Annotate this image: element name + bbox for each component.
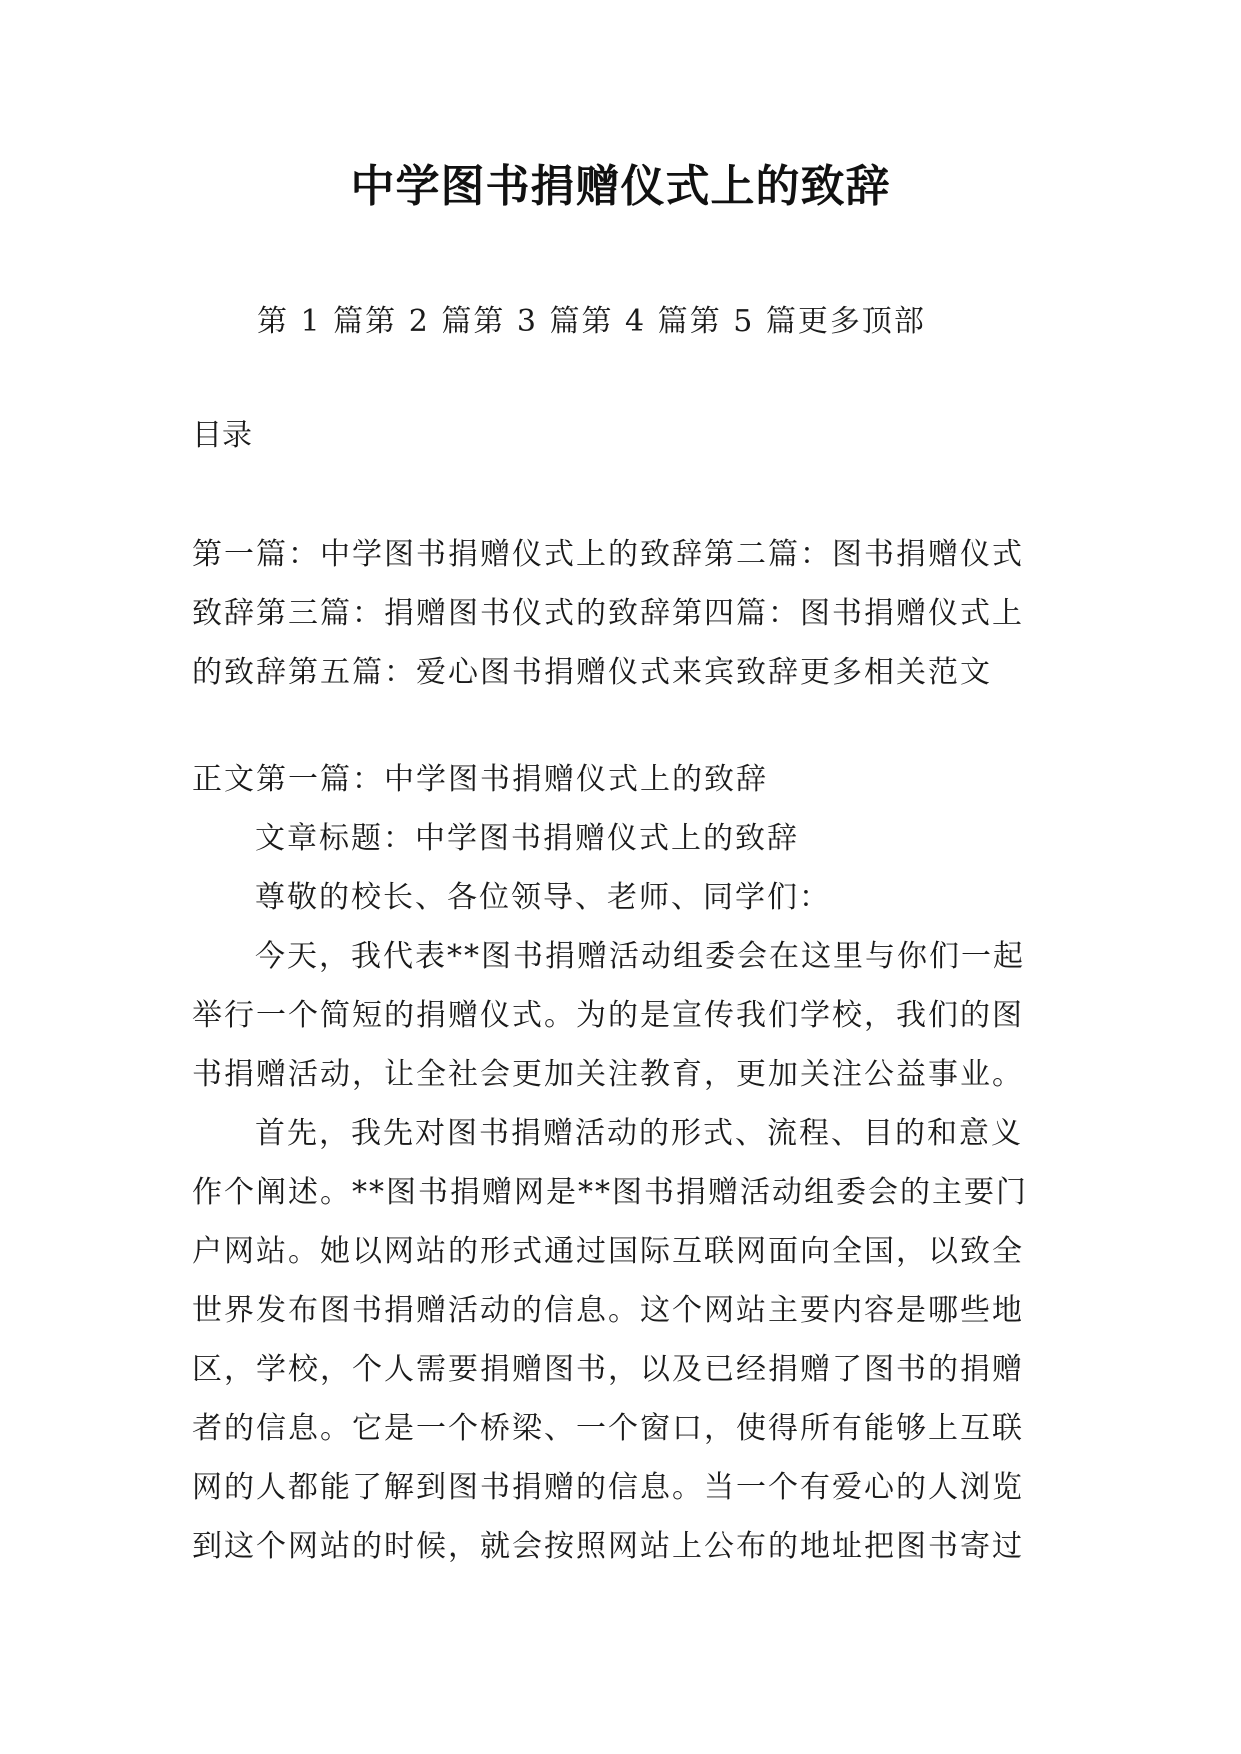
toc-line[interactable]: 致辞第三篇：捐赠图书仪式的致辞第四篇：图书捐赠仪式上 [192,596,1024,631]
toc-heading: 目录 [192,418,252,453]
article-title: 文章标题：中学图书捐赠仪式上的致辞 [255,821,799,856]
nav-link-top[interactable]: 顶部 [861,304,926,339]
nav-link-part-5[interactable]: 第 5 篇 [689,304,798,339]
nav-link-part-4[interactable]: 第 4 篇 [581,304,690,339]
paragraph-line: 作个阐述。**图书捐赠网是**图书捐赠活动组委会的主要门 [192,1175,1028,1210]
nav-link-more[interactable]: 更多 [797,304,862,339]
paragraph-line: 今天，我代表**图书捐赠活动组委会在这里与你们一起 [255,939,1025,974]
toc-line[interactable]: 的致辞第五篇：爱心图书捐赠仪式来宾致辞更多相关范文 [192,655,992,690]
toc-line[interactable]: 第一篇：中学图书捐赠仪式上的致辞第二篇：图书捐赠仪式 [192,537,1024,572]
section-heading: 正文第一篇：中学图书捐赠仪式上的致辞 [192,762,768,797]
toc-list [192,525,1062,702]
section-nav [257,296,926,340]
paragraph-line: 到这个网站的时候，就会按照网站上公布的地址把图书寄过 [192,1529,1024,1564]
document-title: 中学图书捐赠仪式上的致辞 [350,161,891,212]
paragraph-1 [192,927,1062,1104]
paragraph-line: 首先，我先对图书捐赠活动的形式、流程、目的和意义 [255,1116,1023,1151]
nav-link-part-3[interactable]: 第 3 篇 [473,304,582,339]
paragraph-line: 者的信息。它是一个桥梁、一个窗口，使得所有能够上互联 [192,1411,1024,1446]
body-text [192,750,1062,1576]
nav-link-part-2[interactable]: 第 2 篇 [365,304,474,339]
paragraph-line: 网的人都能了解到图书捐赠的信息。当一个有爱心的人浏览 [192,1470,1024,1505]
nav-link-part-1[interactable]: 第 1 篇 [257,304,366,339]
paragraph-line: 举行一个简短的捐赠仪式。为的是宣传我们学校，我们的图 [192,998,1024,1033]
paragraph-line: 世界发布图书捐赠活动的信息。这个网站主要内容是哪些地 [192,1293,1024,1328]
salutation: 尊敬的校长、各位领导、老师、同学们： [255,880,831,915]
paragraph-line: 户网站。她以网站的形式通过国际互联网面向全国，以致全 [192,1234,1024,1269]
paragraph-2 [192,1104,1062,1576]
paragraph-line: 书捐赠活动，让全社会更加关注教育，更加关注公益事业。 [192,1057,1024,1092]
paragraph-line: 区，学校，个人需要捐赠图书，以及已经捐赠了图书的捐赠 [192,1352,1024,1387]
